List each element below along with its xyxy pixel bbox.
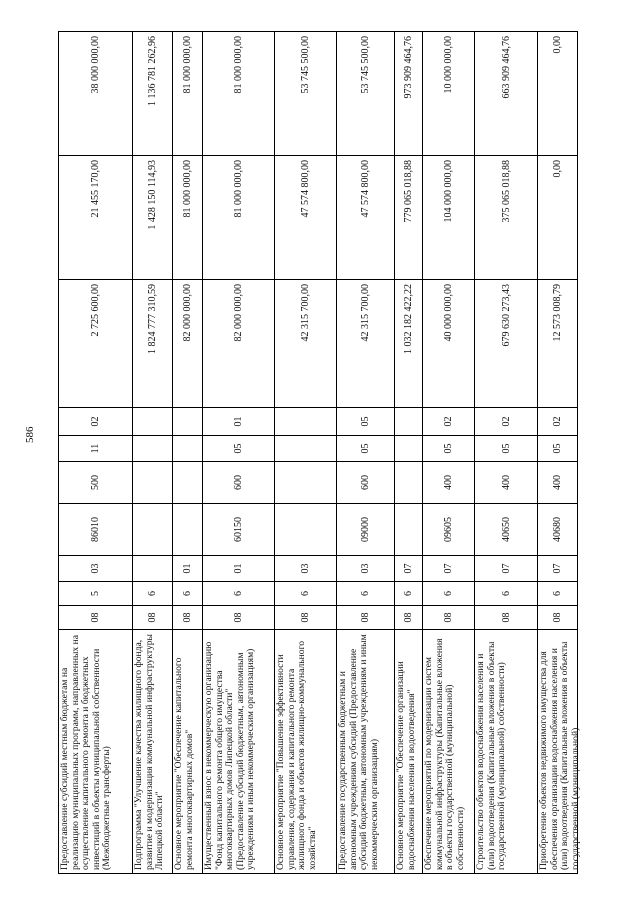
- table-row: [275, 31, 337, 873]
- row-description: Основное мероприятие "Повышение эффективности управления, содержания и капитального ремонта жилищного фонда и объектов жилищно-коммунального хозяйства": [275, 629, 337, 873]
- amount-year-2: 47 574 800,00: [275, 155, 337, 279]
- code-subsection: [133, 407, 173, 435]
- amount-year-1: 2 725 600,00: [59, 279, 133, 407]
- amount-year-2: 21 455 170,00: [59, 155, 133, 279]
- code-section: [275, 435, 337, 461]
- code-subprogram: 6: [275, 581, 337, 605]
- page-number: 586: [24, 426, 36, 443]
- amount-year-3: 10 000 000,00: [423, 31, 475, 155]
- code-subsection: [275, 407, 337, 435]
- table-row: [538, 31, 581, 873]
- code-direction: 60150: [203, 503, 275, 555]
- code-expense-type: 600: [337, 461, 395, 503]
- code-subsection: 02: [538, 407, 578, 435]
- code-subprogram: 6: [173, 581, 203, 605]
- amount-year-1: 40 000 000,00: [423, 279, 475, 407]
- code-activity: 03: [59, 555, 133, 581]
- code-program: 08: [337, 605, 395, 629]
- amount-year-1: 82 000 000,00: [173, 279, 203, 407]
- code-activity: 01: [173, 555, 203, 581]
- code-activity: 03: [275, 555, 337, 581]
- code-subprogram: 6: [133, 581, 173, 605]
- code-program: 08: [395, 605, 423, 629]
- row-description: Обеспечение мероприятий по модернизации систем коммунальной инфраструктуры (Капитальные вложения в объекты государственной (муниципальной) собственности): [423, 629, 475, 873]
- amount-year-2: 81 000 000,00: [203, 155, 275, 279]
- table-row: [475, 31, 538, 873]
- table-row: [395, 31, 423, 873]
- code-subprogram: 6: [538, 581, 578, 605]
- amount-year-1: 1 824 777 310,59: [133, 279, 173, 407]
- code-subsection: 02: [475, 407, 538, 435]
- code-program: 08: [423, 605, 475, 629]
- code-direction: [395, 503, 423, 555]
- code-section: [173, 435, 203, 461]
- code-direction: 40650: [475, 503, 538, 555]
- amount-year-2: 1 428 150 114,93: [133, 155, 173, 279]
- code-subsection: 01: [203, 407, 275, 435]
- code-section: 05: [337, 435, 395, 461]
- amount-year-3: 81 000 000,00: [203, 31, 275, 155]
- row-description: Строительство объектов водоснабжения населения и (или) водоотведения (Капитальные вложения в объекты государственной (муниципальной) собственности): [475, 629, 538, 873]
- code-subsection: [395, 407, 423, 435]
- table-row: [173, 31, 203, 873]
- code-section: [395, 435, 423, 461]
- code-section: 05: [423, 435, 475, 461]
- code-program: 08: [538, 605, 578, 629]
- table-row: [337, 31, 395, 873]
- code-expense-type: [173, 461, 203, 503]
- code-expense-type: 400: [538, 461, 578, 503]
- amount-year-2: 81 000 000,00: [173, 155, 203, 279]
- amount-year-2: 47 574 800,00: [337, 155, 395, 279]
- code-expense-type: [275, 461, 337, 503]
- code-direction: 09605: [423, 503, 475, 555]
- code-direction: 86010: [59, 503, 133, 555]
- amount-year-3: 53 745 500,00: [337, 31, 395, 155]
- table-row: [133, 31, 173, 873]
- code-activity: 07: [538, 555, 578, 581]
- code-section: [133, 435, 173, 461]
- code-program: 08: [475, 605, 538, 629]
- code-activity: 03: [337, 555, 395, 581]
- amount-year-2: 779 065 018,88: [395, 155, 423, 279]
- amount-year-2: 0,00: [538, 155, 578, 279]
- table-row: [59, 31, 133, 873]
- code-activity: 07: [475, 555, 538, 581]
- code-subprogram: 6: [423, 581, 475, 605]
- code-program: 08: [59, 605, 133, 629]
- code-program: 08: [203, 605, 275, 629]
- code-direction: 40680: [538, 503, 578, 555]
- code-section: 05: [475, 435, 538, 461]
- code-expense-type: 500: [59, 461, 133, 503]
- row-description: Приобретение объектов недвижимого имущества для обеспечения организации водоснабжения населения и (или) водоотведения (Капитальные вложения в объекты государственной (муниципальной): [538, 629, 578, 873]
- code-subprogram: 6: [337, 581, 395, 605]
- budget-table: [58, 31, 581, 874]
- code-subsection: 02: [423, 407, 475, 435]
- code-subprogram: 6: [395, 581, 423, 605]
- code-section: 05: [538, 435, 578, 461]
- code-subprogram: 6: [203, 581, 275, 605]
- code-program: 08: [275, 605, 337, 629]
- amount-year-3: 38 000 000,00: [59, 31, 133, 155]
- code-expense-type: 400: [423, 461, 475, 503]
- code-activity: [133, 555, 173, 581]
- code-expense-type: 600: [203, 461, 275, 503]
- code-section: 11: [59, 435, 133, 461]
- row-description: Основное мероприятие "Обеспечение капитального ремонта многоквартирных домов": [173, 629, 203, 873]
- code-direction: [133, 503, 173, 555]
- amount-year-3: 0,00: [538, 31, 578, 155]
- row-description: Подпрограмма "Улучшение качества жилищного фонда, развитие и модернизация коммунальной инфраструктуры Липецкой области": [133, 629, 173, 873]
- code-direction: [275, 503, 337, 555]
- amount-year-3: 663 909 464,76: [475, 31, 538, 155]
- amount-year-3: 1 136 781 262,96: [133, 31, 173, 155]
- row-description: Основное мероприятие "Обеспечение организации водоснабжения населения и водоотведения": [395, 629, 423, 873]
- amount-year-2: 104 000 000,00: [423, 155, 475, 279]
- row-description: Предоставление субсидий местным бюджетам на реализацию муниципальных программ, направленных на осуществление капитального ремонта и бюджетных инвестиций в объекты муниципальной собственности (Межбюджетные трансферты): [59, 629, 133, 873]
- amount-year-1: 1 032 182 422,22: [395, 279, 423, 407]
- amount-year-1: 42 315 700,00: [275, 279, 337, 407]
- amount-year-3: 81 000 000,00: [173, 31, 203, 155]
- code-activity: 07: [423, 555, 475, 581]
- code-subsection: 05: [337, 407, 395, 435]
- amount-year-1: 12 573 008,79: [538, 279, 578, 407]
- code-program: 08: [173, 605, 203, 629]
- code-activity: 01: [203, 555, 275, 581]
- code-expense-type: [133, 461, 173, 503]
- table-row: [423, 31, 475, 873]
- code-activity: 07: [395, 555, 423, 581]
- amount-year-1: 42 315 700,00: [337, 279, 395, 407]
- code-expense-type: [395, 461, 423, 503]
- code-subprogram: 6: [475, 581, 538, 605]
- code-section: 05: [203, 435, 275, 461]
- table-row: [203, 31, 275, 873]
- code-program: 08: [133, 605, 173, 629]
- row-description: Имущественный взнос в некоммерческую организацию "Фонд капитального ремонта общего имущества многоквартирных домов Липецкой области" (Предоставление субсидий бюджетным, автономным учреждениям и иным некоммерческим организациям): [203, 629, 275, 873]
- code-expense-type: 400: [475, 461, 538, 503]
- code-subsection: 02: [59, 407, 133, 435]
- amount-year-3: 973 909 464,76: [395, 31, 423, 155]
- row-description: Предоставление государственным бюджетным и автономным учреждениям субсидий (Предоставление субсидий бюджетным, автономным учреждениям и иным некоммерческим организациям): [337, 629, 395, 873]
- code-direction: 09000: [337, 503, 395, 555]
- amount-year-2: 375 065 018,88: [475, 155, 538, 279]
- code-subsection: [173, 407, 203, 435]
- code-direction: [173, 503, 203, 555]
- amount-year-1: 679 630 273,43: [475, 279, 538, 407]
- amount-year-3: 53 745 500,00: [275, 31, 337, 155]
- code-subprogram: 5: [59, 581, 133, 605]
- amount-year-1: 82 000 000,00: [203, 279, 275, 407]
